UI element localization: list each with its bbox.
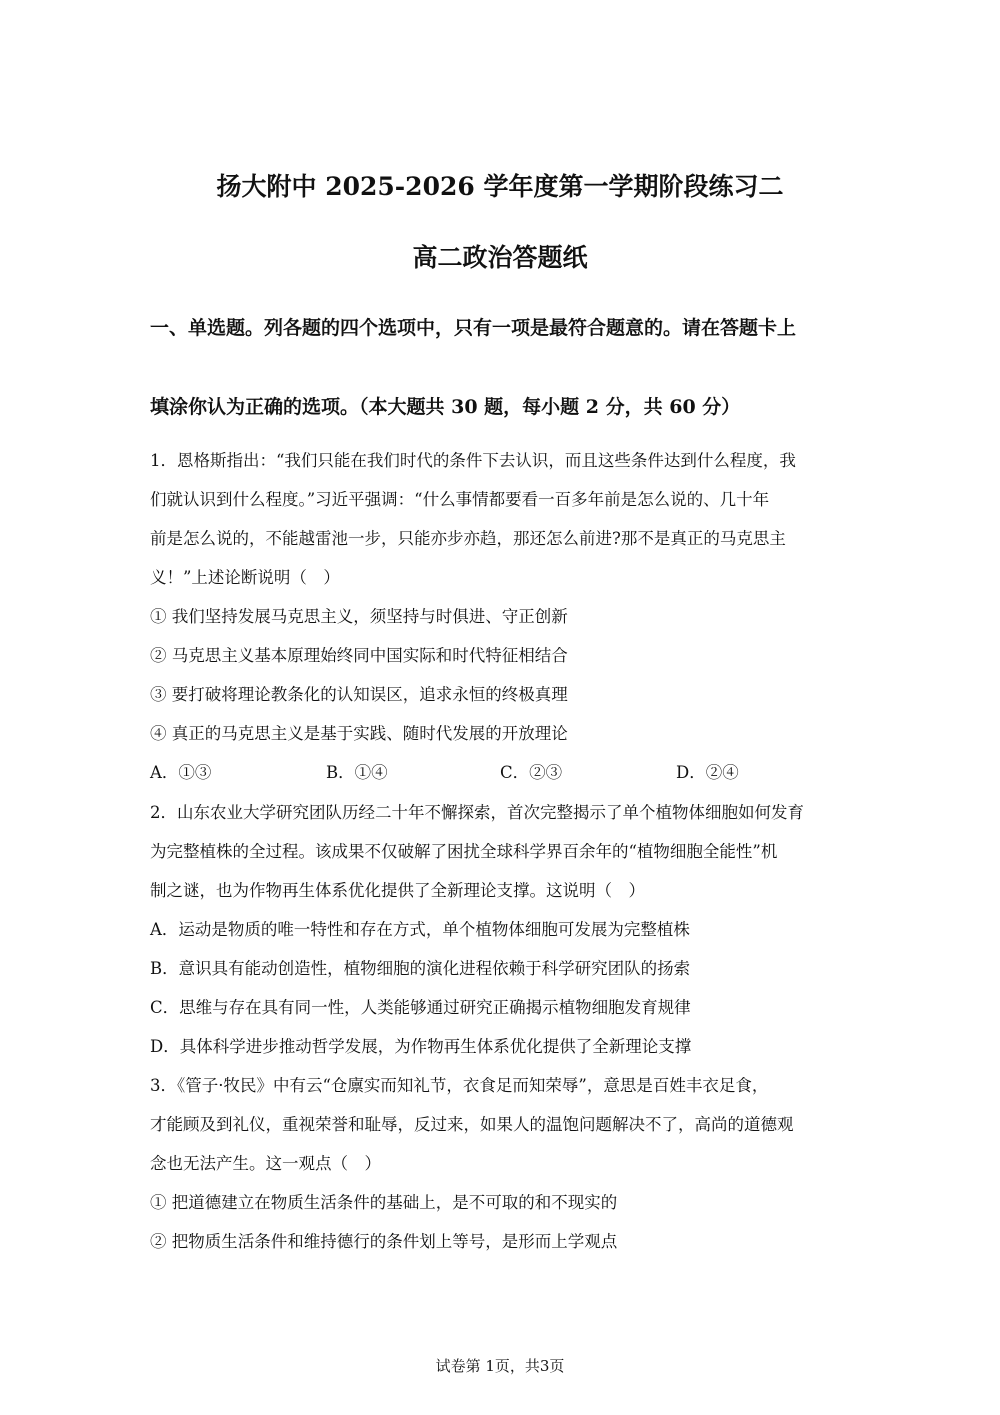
question-2-option-a: A．运动是物质的唯一特性和存在方式，单个植物体细胞可发展为完整植株 — [150, 920, 690, 939]
question-3-stem-line: 才能顾及到礼仪，重视荣誉和耻辱，反过来，如果人的温饱问题解决不了，高尚的道德观 — [150, 1115, 794, 1134]
question-1-stem-line: 1．恩格斯指出：“我们只能在我们时代的条件下去认识，而且这些条件达到什么程度，我 — [150, 451, 796, 470]
section-instruction-line-1: 一、单选题。列各题的四个选项中，只有一项是最符合题意的。请在答题卡上 — [150, 317, 797, 339]
question-1-statement: ② 马克思主义基本原理始终同中国实际和时代特征相结合 — [150, 646, 568, 665]
exam-title: 扬大附中 2025-2026 学年度第一学期阶段练习二 — [216, 172, 784, 201]
question-1-statement: ④ 真正的马克思主义是基于实践、随时代发展的开放理论 — [150, 724, 568, 743]
question-3-statement: ② 把物质生活条件和维持德行的条件划上等号，是形而上学观点 — [150, 1232, 618, 1251]
question-2-option-c: C．思维与存在具有同一性，人类能够通过研究正确揭示植物细胞发育规律 — [150, 998, 691, 1017]
option-d: D．②④ — [676, 763, 739, 782]
option-c: C．②③ — [500, 763, 563, 782]
option-b: B．①④ — [326, 763, 388, 782]
question-1-stem-line: 们就认识到什么程度。”习近平强调：“什么事情都要看一百多年前是怎么说的、几十年 — [150, 490, 770, 509]
question-1-stem-line: 前是怎么说的，不能越雷池一步，只能亦步亦趋，那还怎么前进?那不是真正的马克思主 — [150, 529, 786, 548]
question-1-statement: ③ 要打破将理论教条化的认知误区，追求永恒的终极真理 — [150, 685, 568, 704]
option-a: A．①③ — [150, 763, 212, 782]
question-2-stem-line: 制之谜，也为作物再生体系优化提供了全新理论支撑。这说明（ ） — [150, 881, 645, 900]
exam-subtitle: 高二政治答题纸 — [412, 243, 588, 272]
question-2-stem-line: 2．山东农业大学研究团队历经二十年不懈探索，首次完整揭示了单个植物体细胞如何发育 — [150, 803, 804, 822]
question-2-option-b: B．意识具有能动创造性，植物细胞的演化进程依赖于科学研究团队的扬索 — [150, 959, 691, 978]
question-3-stem-line: 3．《管子·牧民》中有云“仓廪实而知礼节，衣食足而知荣辱”，意思是百姓丰衣足食， — [150, 1076, 769, 1095]
question-2-stem-line: 为完整植株的全过程。该成果不仅破解了困扰全球科学界百余年的“植物细胞全能性”机 — [150, 842, 778, 861]
question-3-stem-line: 念也无法产生。这一观点（ ） — [150, 1154, 381, 1173]
page-footer: 试卷第 1页，共3页 — [435, 1357, 565, 1375]
question-2-option-d: D．具体科学进步推动哲学发展，为作物再生体系优化提供了全新理论支撑 — [150, 1037, 692, 1056]
section-instruction-line-2: 填涂你认为正确的选项。（本大题共 30 题，每小题 2 分，共 60 分） — [150, 396, 741, 418]
question-1-statement: ① 我们坚持发展马克思主义，须坚持与时俱进、守正创新 — [150, 607, 568, 626]
question-1-stem-line: 义！”上述论断说明（ ） — [150, 568, 340, 587]
question-3-statement: ① 把道德建立在物质生活条件的基础上，是不可取的和不现实的 — [150, 1193, 618, 1212]
